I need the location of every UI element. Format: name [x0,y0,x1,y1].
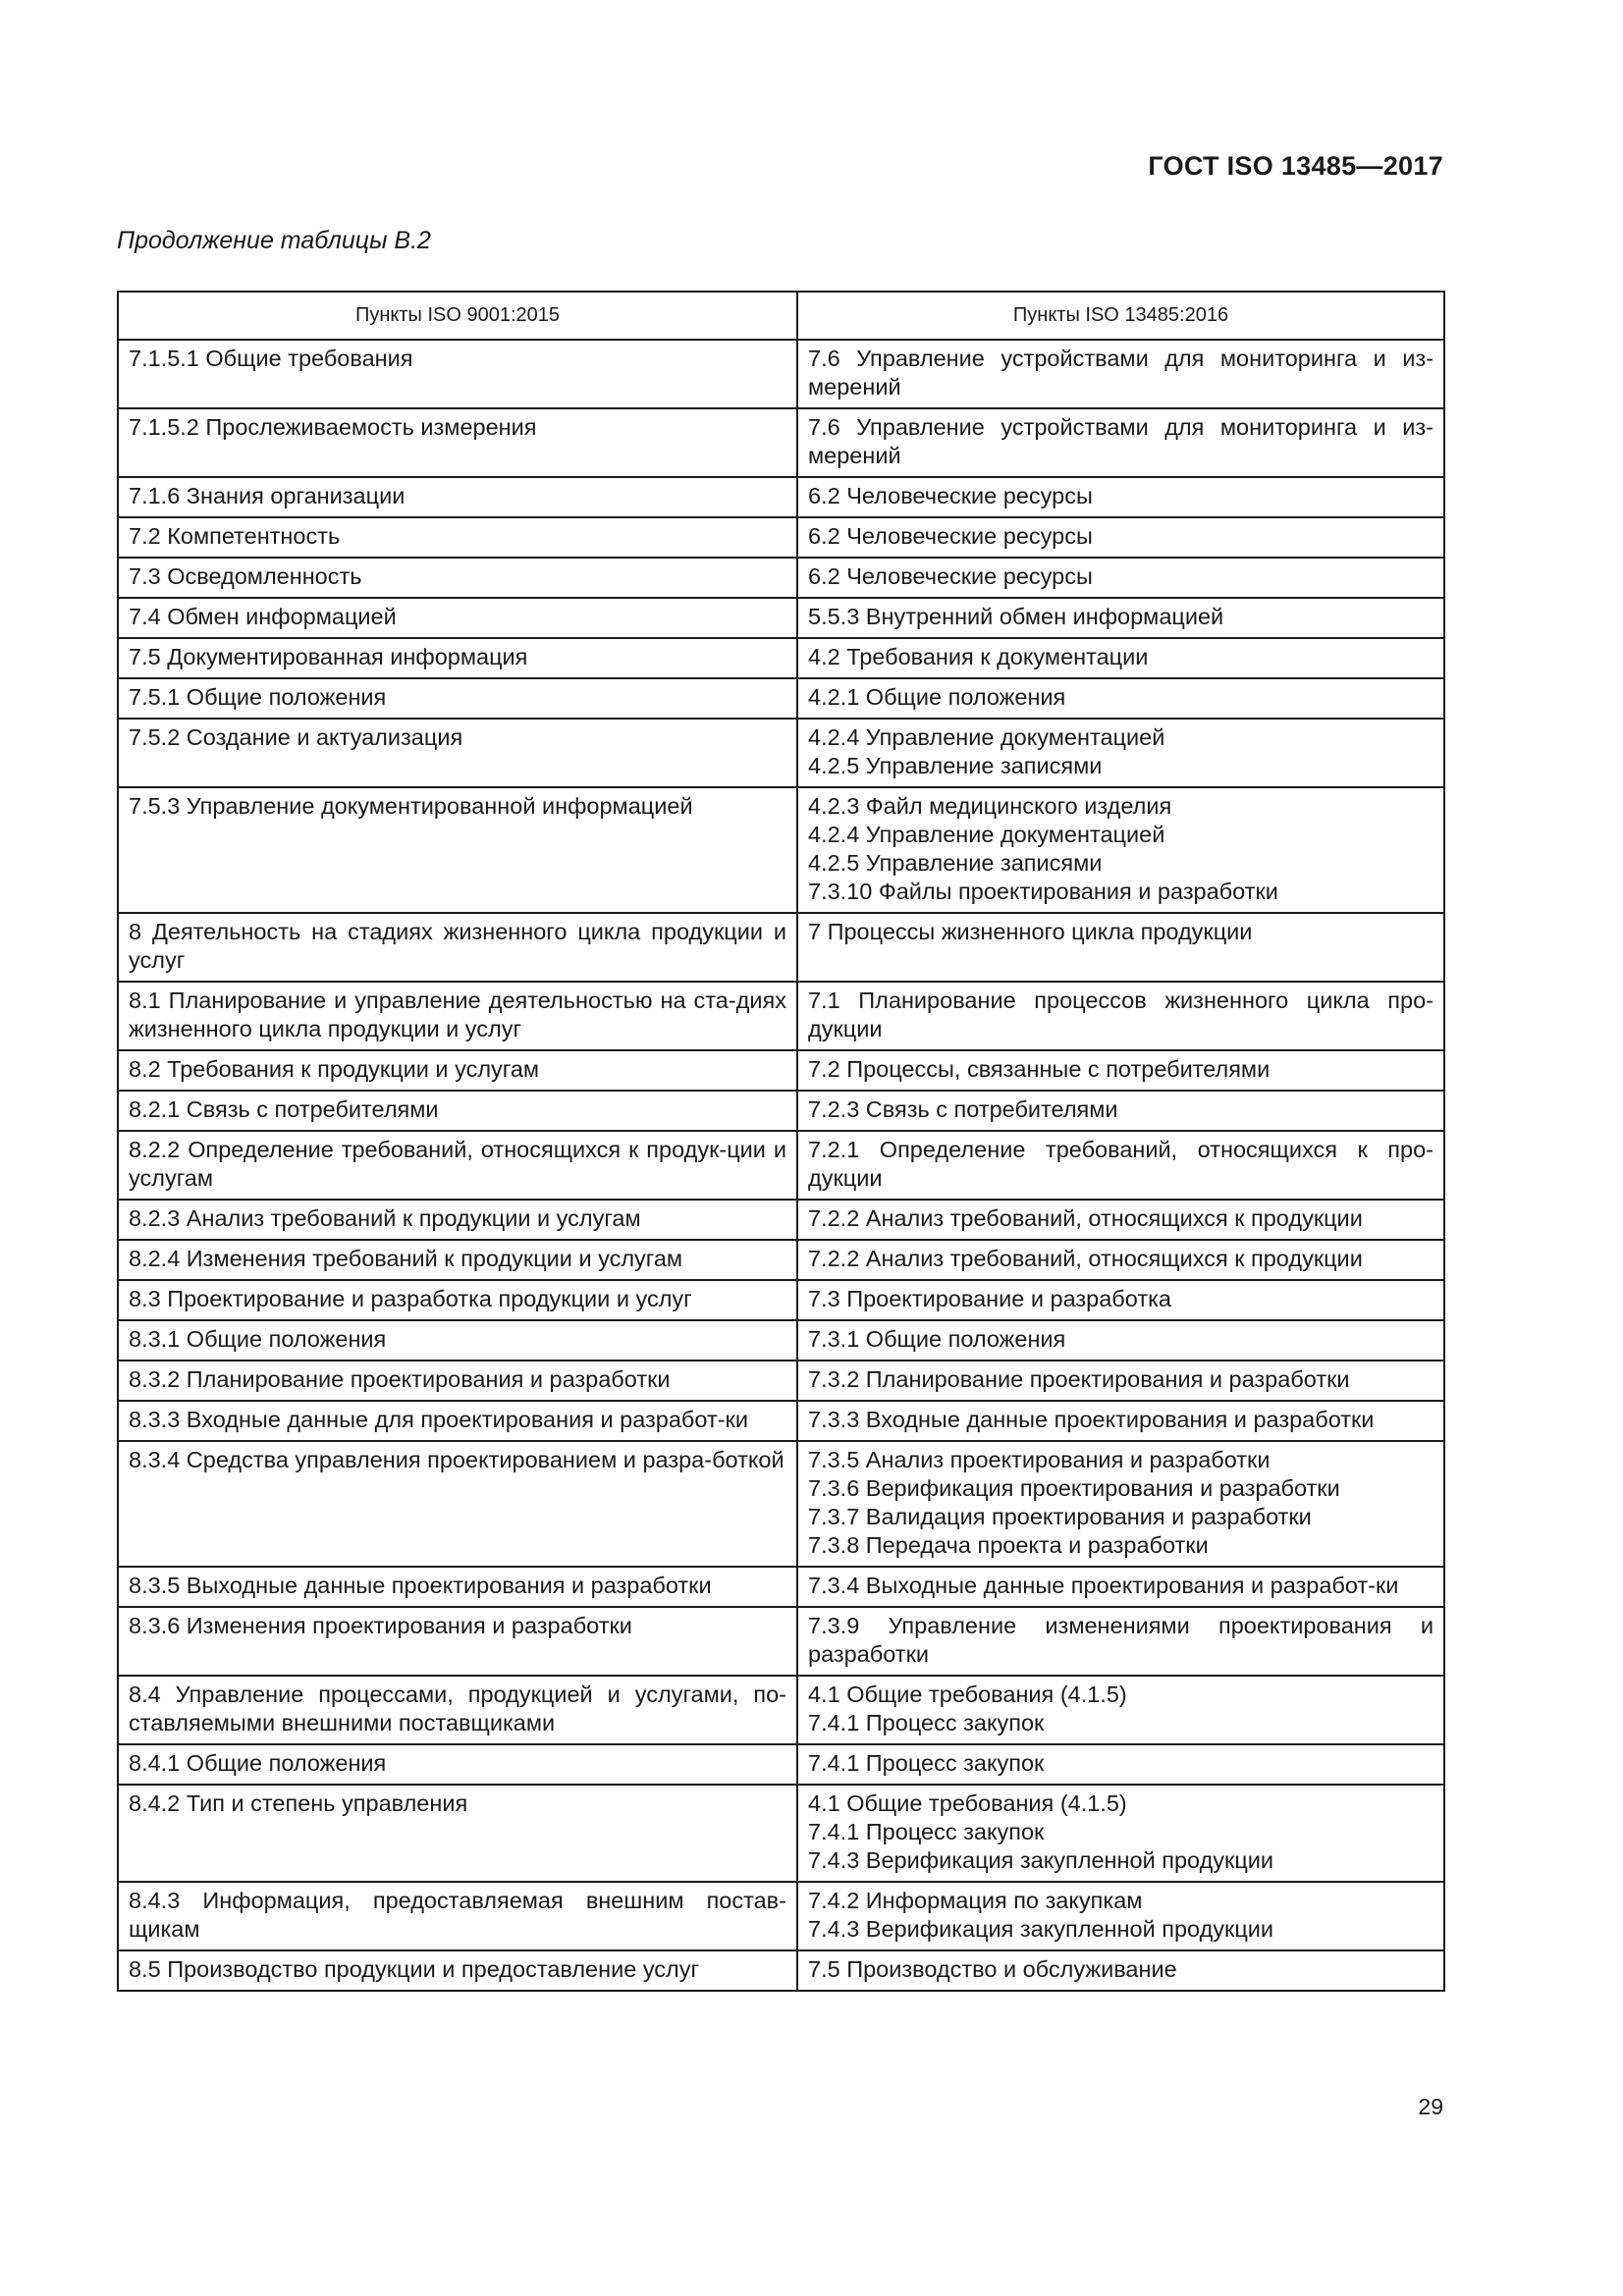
clause-line: 8.3 Проектирование и разработка продукции и услуг [129,1286,692,1311]
table-row [118,913,1444,982]
iso-13485-clause-cell [797,1200,1444,1240]
clause-line: 4.2.5 Управление записями [808,850,1103,876]
iso-9001-clause-cell [118,340,797,408]
iso-9001-clause-cell [118,1950,797,1991]
table-row [118,1441,1444,1567]
clause-line: 4.1 Общие требования (4.1.5) [808,1790,1127,1816]
table-row [118,1361,1444,1401]
clause-line: 7.4.2 Информация по закупкам [808,1888,1143,1913]
clause-line: 4.2.4 Управление документацией [808,724,1165,750]
clause-line: 4.1 Общие требования (4.1.5) [808,1682,1127,1707]
iso-9001-clause-cell [118,598,797,638]
table-row [118,1200,1444,1240]
clause-line: 8.4.1 Общие положения [129,1750,387,1776]
clause-line: 7.2.2 Анализ требований, относящихся к продукции [808,1246,1363,1271]
clause-line: 7.5.2 Создание и актуализация [129,724,463,750]
clause-line: 6.2 Человеческие ресурсы [808,563,1093,589]
clause-line: 7.3.1 Общие положения [808,1326,1066,1352]
clause-line: 5.5.3 Внутренний обмен информацией [808,604,1224,629]
table-row [118,1401,1444,1441]
clause-line: 7.3.6 Верификация проектирования и разработки [808,1475,1340,1501]
clause-line: 8.5 Производство продукции и предоставление услуг [129,1956,700,1982]
iso-13485-clause-cell [797,598,1444,638]
column-header-iso-13485: Пункты ISO 13485:2016 [797,292,1444,340]
table-body [118,340,1444,1991]
iso-13485-clause-cell [797,1567,1444,1607]
clause-line: 7.2.3 Связь с потребителями [808,1096,1118,1122]
clause-line: 8.3.6 Изменения проектирования и разработки [129,1613,632,1638]
clause-line: 7.3 Осведомленность [129,563,362,589]
clause-line: 7.3.9 Управление изменениями проектирования и разработки [808,1613,1434,1667]
table-row [118,517,1444,558]
iso-13485-clause-cell [797,1607,1444,1676]
table-row [118,1240,1444,1280]
table-row [118,1280,1444,1320]
clause-line: 8.3.4 Средства управления проектированием и разра-боткой [129,1447,784,1472]
clause-line: 7.4 Обмен информацией [129,604,397,629]
clause-line: 8.3.2 Планирование проектирования и разработки [129,1366,671,1392]
table-row [118,719,1444,787]
clause-line: 4.2.4 Управление документацией [808,822,1165,847]
table-row [118,1744,1444,1785]
clause-line: 4.2.3 Файл медицинского изделия [808,793,1172,819]
clause-line: 8.1 Планирование и управление деятельностью на ста-диях жизненного цикла продукции и услуг [129,988,786,1041]
table-row [118,1091,1444,1131]
iso-9001-clause-cell [118,408,797,477]
iso-13485-clause-cell [797,1240,1444,1280]
clause-line: 7.4.3 Верификация закупленной продукции [808,1847,1274,1873]
clause-line: 7.1.5.1 Общие требования [129,346,413,371]
table-row [118,558,1444,598]
iso-13485-clause-cell [797,719,1444,787]
table-header-row [118,292,1444,340]
iso-13485-clause-cell [797,517,1444,558]
clause-line: 7.4.1 Процесс закупок [808,1750,1045,1776]
clause-line: 7.4.1 Процесс закупок [808,1819,1045,1844]
iso-13485-clause-cell [797,408,1444,477]
clause-line: 8.2.1 Связь с потребителями [129,1096,439,1122]
iso-13485-clause-cell [797,1676,1444,1744]
iso-9001-clause-cell [118,1050,797,1091]
iso-9001-clause-cell [118,1240,797,1280]
table-row [118,1050,1444,1091]
clause-line: 7 Процессы жизненного цикла продукции [808,919,1253,944]
clause-line: 8.2.4 Изменения требований к продукции и услугам [129,1246,683,1271]
iso-13485-clause-cell [797,1401,1444,1441]
iso-9001-clause-cell [118,1091,797,1131]
iso-9001-clause-cell [118,1441,797,1567]
clause-line: 4.2 Требования к документации [808,644,1149,669]
iso-9001-clause-cell [118,913,797,982]
table-row [118,477,1444,517]
iso-13485-clause-cell [797,340,1444,408]
clause-line: 7.2.1 Определение требований, относящихся к про-дукции [808,1137,1434,1191]
table-row [118,787,1444,913]
page-number: 29 [1418,2094,1443,2119]
iso-9001-clause-cell [118,477,797,517]
iso-13485-clause-cell [797,1320,1444,1361]
table-row [118,1882,1444,1950]
clause-line: 8.2.2 Определение требований, относящихся к продук-ции и услугам [129,1137,786,1191]
column-header-iso-9001: Пункты ISO 9001:2015 [118,292,797,340]
iso-9001-clause-cell [118,787,797,913]
clause-line: 8.2 Требования к продукции и услугам [129,1056,540,1082]
clause-line: 7.2 Процессы, связанные с потребителями [808,1056,1271,1082]
iso-13485-clause-cell [797,1950,1444,1991]
iso-13485-clause-cell [797,678,1444,719]
clause-line: 8.3.1 Общие положения [129,1326,387,1352]
clause-line: 7.3.2 Планирование проектирования и разработки [808,1366,1350,1392]
table-row [118,982,1444,1050]
iso-13485-clause-cell [797,1050,1444,1091]
iso-9001-clause-cell [118,678,797,719]
iso-9001-clause-cell [118,1882,797,1950]
table-row [118,1785,1444,1882]
iso-13485-clause-cell [797,638,1444,678]
iso-13485-clause-cell [797,558,1444,598]
iso-13485-clause-cell [797,477,1444,517]
iso-13485-clause-cell [797,1744,1444,1785]
clause-line: 7.5 Документированная информация [129,644,528,669]
clause-line: 8.3.5 Выходные данные проектирования и разработки [129,1573,712,1598]
table-caption: Продолжение таблицы В.2 [117,227,431,254]
table-row [118,1676,1444,1744]
iso-13485-clause-cell [797,1882,1444,1950]
iso-9001-clause-cell [118,1401,797,1441]
clause-line: 7.3 Проектирование и разработка [808,1286,1171,1311]
clause-line: 7.2.2 Анализ требований, относящихся к продукции [808,1205,1363,1231]
clause-line: 8.4.2 Тип и степень управления [129,1790,468,1816]
iso-9001-clause-cell [118,1200,797,1240]
document-standard-header: ГОСТ ISO 13485—2017 [1148,151,1443,181]
clause-line: 7.3.8 Передача проекта и разработки [808,1532,1209,1558]
clause-line: 8.4 Управление процессами, продукцией и услугами, по-ставляемыми внешними поставщиками [129,1682,786,1735]
clause-line: 7.1.5.2 Прослеживаемость измерения [129,414,537,440]
clause-line: 7.1 Планирование процессов жизненного цикла про-дукции [808,988,1434,1041]
clause-line: 4.2.1 Общие положения [808,684,1066,710]
iso-9001-clause-cell [118,1361,797,1401]
clause-line: 7.3.3 Входные данные проектирования и разработки [808,1407,1375,1432]
iso-13485-clause-cell [797,1280,1444,1320]
clause-line: 7.5.1 Общие положения [129,684,387,710]
clause-line: 6.2 Человеческие ресурсы [808,523,1093,549]
clause-line: 8 Деятельность на стадиях жизненного цикла продукции и услуг [129,919,786,973]
clause-line: 8.2.3 Анализ требований к продукции и услугам [129,1205,641,1231]
iso-9001-clause-cell [118,1567,797,1607]
clause-line: 7.6 Управление устройствами для мониторинга и из-мерений [808,346,1434,400]
iso-9001-clause-cell [118,1320,797,1361]
iso-9001-clause-cell [118,1131,797,1200]
clause-line: 8.4.3 Информация, предоставляемая внешним постав-щикам [129,1888,786,1942]
table-row [118,1320,1444,1361]
iso-13485-clause-cell [797,913,1444,982]
clause-line: 7.3.4 Выходные данные проектирования и разработ-ки [808,1573,1399,1598]
iso-13485-clause-cell [797,1091,1444,1131]
clause-line: 8.3.3 Входные данные для проектирования и разработ-ки [129,1407,748,1432]
table-row [118,340,1444,408]
table-row [118,1607,1444,1676]
iso-9001-clause-cell [118,1280,797,1320]
table-row [118,598,1444,638]
iso-13485-clause-cell [797,982,1444,1050]
clause-line: 7.3.7 Валидация проектирования и разработки [808,1504,1312,1529]
clause-line: 7.3.5 Анализ проектирования и разработки [808,1447,1271,1472]
iso-9001-clause-cell [118,719,797,787]
iso-13485-clause-cell [797,1131,1444,1200]
iso-9001-clause-cell [118,982,797,1050]
clause-line: 7.5 Производство и обслуживание [808,1956,1177,1982]
table-row [118,1131,1444,1200]
table-row [118,1950,1444,1991]
iso-13485-clause-cell [797,1361,1444,1401]
iso-13485-clause-cell [797,1785,1444,1882]
clause-line: 7.4.3 Верификация закупленной продукции [808,1916,1274,1942]
clause-line: 7.2 Компетентность [129,523,341,549]
clause-line: 7.5.3 Управление документированной информацией [129,793,693,819]
table-row [118,678,1444,719]
clause-line: 7.3.10 Файлы проектирования и разработки [808,879,1278,904]
iso-9001-clause-cell [118,1607,797,1676]
iso-13485-clause-cell [797,787,1444,913]
table-row [118,1567,1444,1607]
iso-9001-clause-cell [118,1785,797,1882]
iso-9001-clause-cell [118,1676,797,1744]
clause-line: 7.4.1 Процесс закупок [808,1710,1045,1735]
table-row [118,638,1444,678]
iso-9001-clause-cell [118,1744,797,1785]
iso-13485-clause-cell [797,1441,1444,1567]
clause-line: 4.2.5 Управление записями [808,753,1103,778]
table-row [118,408,1444,477]
clause-line: 6.2 Человеческие ресурсы [808,483,1093,508]
clause-line: 7.6 Управление устройствами для мониторинга и из-мерений [808,414,1434,468]
correspondence-table [117,291,1445,1992]
iso-9001-clause-cell [118,517,797,558]
iso-9001-clause-cell [118,638,797,678]
clause-line: 7.1.6 Знания организации [129,483,406,508]
iso-9001-clause-cell [118,558,797,598]
